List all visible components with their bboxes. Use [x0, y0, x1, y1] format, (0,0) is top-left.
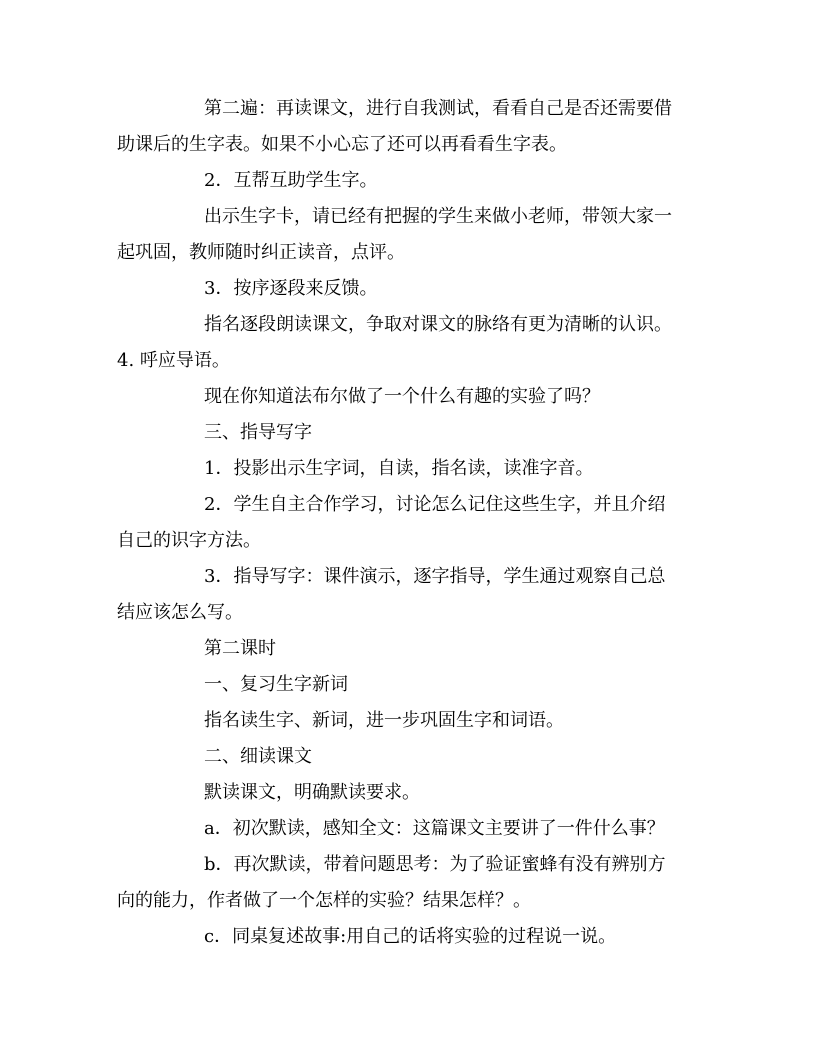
section-heading: 二、细读课文	[204, 746, 312, 767]
paragraph-line: 4. 呼应导语。	[117, 350, 230, 371]
section-heading: 三、指导写字	[204, 422, 312, 443]
paragraph-line: 默读课文，明确默读要求。	[204, 782, 420, 803]
paragraph-line: 第二遍：再读课文，进行自我测试，看看自己是否还需要借	[204, 98, 672, 119]
paragraph-line: 现在你知道法布尔做了一个什么有趣的实验了吗？	[204, 386, 600, 407]
paragraph-line: 起巩固，教师随时纠正读音，点评。	[117, 242, 405, 263]
paragraph-line: 自己的识字方法。	[117, 530, 261, 551]
section-heading: 第二课时	[204, 638, 276, 659]
paragraph-line: 指名逐段朗读课文，争取对课文的脉络有更为清晰的认识。	[204, 314, 672, 335]
paragraph-line: 助课后的生字表。如果不小心忘了还可以再看看生字表。	[117, 134, 567, 155]
paragraph-line: b．再次默读，带着问题思考：为了验证蜜蜂有没有辨别方	[204, 854, 666, 875]
paragraph-line: 3．按序逐段来反馈。	[204, 278, 378, 299]
paragraph-line: 出示生字卡，请已经有把握的学生来做小老师，带领大家一	[204, 206, 672, 227]
paragraph-line: 向的能力，作者做了一个怎样的实验？结果怎样？。	[117, 890, 531, 911]
section-heading: 一、复习生字新词	[204, 674, 348, 695]
paragraph-line: a．初次默读，感知全文：这篇课文主要讲了一件什么事？	[204, 818, 665, 839]
paragraph-line: 2．学生自主合作学习，讨论怎么记住这些生字，并且介绍	[204, 494, 666, 515]
paragraph-line: 1．投影出示生字词，自读，指名读，读准字音。	[204, 458, 594, 479]
paragraph-line: 3．指导写字：课件演示，逐字指导，学生通过观察自己总	[204, 566, 666, 587]
paragraph-line: 2．互帮互助学生字。	[204, 170, 378, 191]
paragraph-line: 结应该怎么写。	[117, 602, 243, 623]
paragraph-line: c．同桌复述故事:用自己的话将实验的过程说一说。	[204, 926, 617, 947]
paragraph-line: 指名读生字、新词，进一步巩固生字和词语。	[204, 710, 564, 731]
